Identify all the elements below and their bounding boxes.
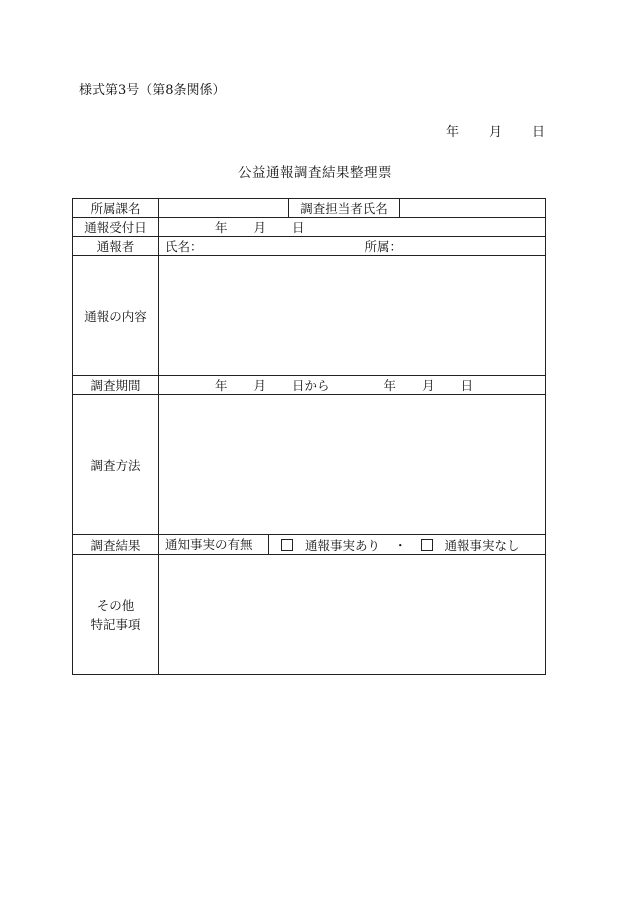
reporter-label: 通報者 xyxy=(73,237,159,256)
investigation-form-table xyxy=(72,198,546,675)
dept-field[interactable] xyxy=(159,199,289,218)
received-year: 年 xyxy=(215,220,228,235)
received-label: 通報受付日 xyxy=(73,218,159,237)
received-day: 日 xyxy=(292,220,305,235)
received-date-field[interactable] xyxy=(159,218,546,237)
investigator-field[interactable] xyxy=(400,199,546,218)
investigator-label: 調査担当者氏名 xyxy=(289,199,400,218)
other-field[interactable] xyxy=(159,555,546,675)
row-period xyxy=(73,376,546,395)
option-yes[interactable] xyxy=(269,536,380,554)
page-title: 公益通報調査結果整理票 xyxy=(238,165,392,181)
result-field xyxy=(159,535,546,555)
row-result xyxy=(73,535,546,555)
reporter-field[interactable] xyxy=(159,237,546,256)
date-day: 日 xyxy=(531,125,545,140)
option-no-label: 通報事実なし xyxy=(444,537,520,553)
row-other xyxy=(73,555,546,675)
row-content xyxy=(73,256,546,376)
period-label: 調査期間 xyxy=(73,376,159,395)
result-label: 調査結果 xyxy=(73,535,159,555)
other-label-line1: その他 xyxy=(96,597,135,613)
document-date xyxy=(446,121,545,140)
row-department xyxy=(73,199,546,218)
row-method xyxy=(73,395,546,535)
period-end-year: 年 xyxy=(383,378,397,393)
content-label: 通報の内容 xyxy=(73,256,159,376)
reporter-affiliation-label: 所属： xyxy=(364,239,403,254)
date-month: 月 xyxy=(488,125,502,140)
period-start-year: 年 xyxy=(215,378,228,393)
fact-label: 通知事実の有無 xyxy=(159,535,269,554)
other-label-line2: 特記事項 xyxy=(90,616,141,632)
reporter-name-label: 氏名： xyxy=(165,239,203,254)
method-field[interactable] xyxy=(159,395,546,535)
checkbox-yes[interactable] xyxy=(281,539,293,551)
checkbox-no[interactable] xyxy=(421,539,433,551)
method-label: 調査方法 xyxy=(73,395,159,535)
content-field[interactable] xyxy=(159,256,546,376)
period-field[interactable] xyxy=(159,376,546,395)
row-received-date xyxy=(73,218,546,237)
other-label xyxy=(73,555,159,675)
dept-label: 所属課名 xyxy=(73,199,159,218)
period-start-month: 月 xyxy=(253,378,267,393)
period-end-month: 月 xyxy=(422,378,435,393)
option-yes-label: 通報事実あり xyxy=(305,537,381,553)
form-reference: 様式第3号（第8条関係） xyxy=(79,83,226,98)
received-month: 月 xyxy=(253,220,267,235)
option-separator: ・ xyxy=(394,537,407,553)
row-reporter xyxy=(73,237,546,256)
period-from: 日から xyxy=(292,378,330,393)
period-end-day: 日 xyxy=(460,378,474,393)
option-no[interactable] xyxy=(421,536,520,554)
date-year: 年 xyxy=(445,125,459,140)
